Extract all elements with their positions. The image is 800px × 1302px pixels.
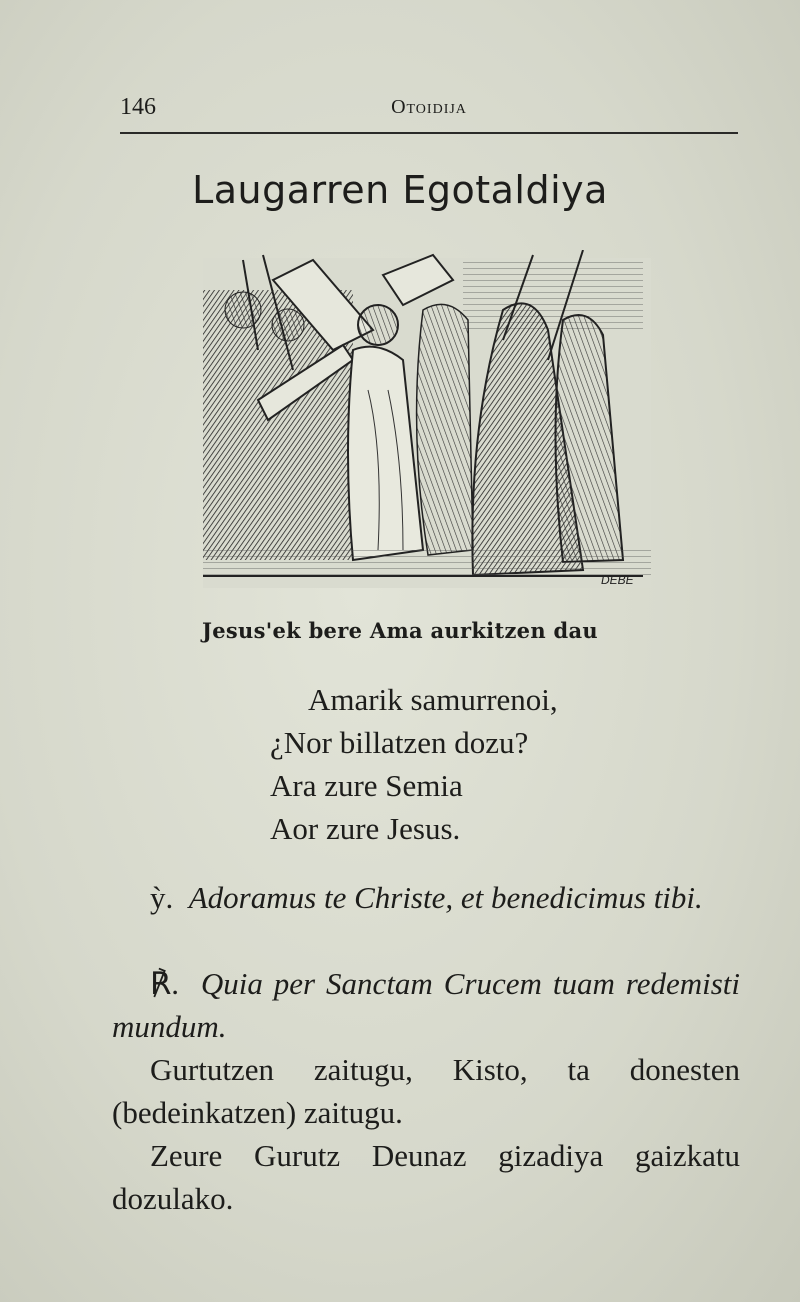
verse-line: Aor zure Jesus. xyxy=(270,811,461,846)
paragraph-text: Gurtutzen zaitugu, Kisto, ta donesten (bedeinkatzen) zaitugu. xyxy=(112,1052,740,1130)
response-mark: ℟. xyxy=(150,966,179,1001)
response-text: Quia per Sanctam Crucem tuam redemisti mundum. xyxy=(112,966,741,1044)
running-head xyxy=(120,92,738,134)
page-number: 146 xyxy=(120,94,156,120)
versicle-mark: ỳ. xyxy=(150,880,174,915)
verse-block xyxy=(270,678,558,850)
prayer-paragraph-1 xyxy=(112,1048,740,1134)
engraver-signature: DEBE xyxy=(601,573,634,587)
chapter-title: Laugarren Egotaldiya xyxy=(192,168,608,212)
paragraph-text: Zeure Gurutz Deunaz gizadiya gaizkatu dozulako. xyxy=(112,1138,740,1216)
versicle xyxy=(112,876,740,919)
stations-of-the-cross-engraving xyxy=(203,250,651,602)
response xyxy=(112,962,740,1048)
verse-line: Amarik samurrenoi, xyxy=(308,682,558,717)
prayer-paragraph-2 xyxy=(112,1134,740,1220)
versicle-text: Adoramus te Christe, et benedicimus tibi. xyxy=(188,880,703,915)
verse-line: ¿Nor billatzen dozu? xyxy=(270,725,529,760)
illustration-caption: Jesus'ek bere Ama aurkitzen dau xyxy=(202,618,598,643)
verse-line: Ara zure Semia xyxy=(270,768,463,803)
running-title: Otoidija xyxy=(391,96,467,118)
